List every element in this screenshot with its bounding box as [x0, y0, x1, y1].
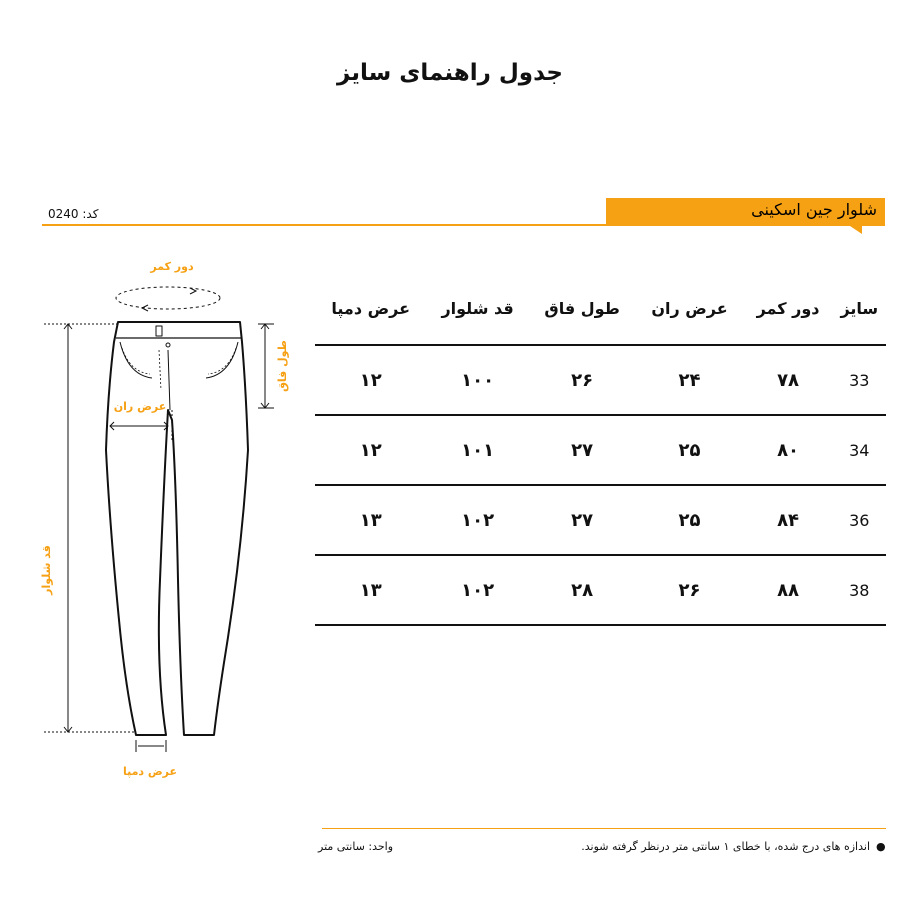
cell-size: 38	[833, 555, 886, 625]
table-row	[315, 345, 886, 415]
length-measure-icon	[44, 324, 134, 732]
cell-hem: ۱۲	[315, 345, 426, 415]
header-rise: طول فاق	[529, 272, 636, 345]
cell-waist: ۸۰	[744, 415, 833, 485]
cell-rise: ۲۷	[529, 485, 636, 555]
header-size: سایز	[833, 272, 886, 345]
product-name-tab: شلوار جین اسکینی	[606, 198, 885, 226]
header-length: قد شلوار	[426, 272, 528, 345]
thigh-measure-icon	[110, 410, 172, 440]
stitching	[122, 348, 236, 390]
cell-waist: ۷۸	[744, 345, 833, 415]
cell-thigh: ۲۶	[635, 555, 743, 625]
footer-divider	[322, 828, 886, 829]
cell-waist: ۸۴	[744, 485, 833, 555]
page-title: جدول راهنمای سایز	[337, 60, 563, 86]
length-label: قد شلوار	[40, 545, 53, 595]
cell-hem: ۱۲	[315, 415, 426, 485]
cell-rise: ۲۶	[529, 345, 636, 415]
cell-thigh: ۲۴	[635, 345, 743, 415]
product-code: کد: 0240	[48, 207, 99, 221]
cell-rise: ۲۸	[529, 555, 636, 625]
size-table	[315, 272, 886, 626]
cell-length: ۱۰۲	[426, 555, 528, 625]
hem-label: عرض دمپا	[122, 765, 178, 778]
rise-measure-icon	[258, 324, 274, 408]
cell-length: ۱۰۲	[426, 485, 528, 555]
cell-waist: ۸۸	[744, 555, 833, 625]
cell-size: 33	[833, 345, 886, 415]
cell-length: ۱۰۱	[426, 415, 528, 485]
bullet-icon: ●	[876, 840, 886, 853]
hem-measure-icon	[136, 740, 166, 752]
cell-size: 34	[833, 415, 886, 485]
pants-diagram	[30, 250, 289, 790]
table-row	[315, 415, 886, 485]
table-header-row	[315, 272, 886, 345]
cell-rise: ۲۷	[529, 415, 636, 485]
header-hem: عرض دمپا	[315, 272, 426, 345]
cell-thigh: ۲۵	[635, 415, 743, 485]
waist-measure-icon	[116, 287, 220, 311]
cell-length: ۱۰۰	[426, 345, 528, 415]
waist-label: دور کمر	[150, 260, 194, 273]
unit-label: واحد: سانتی متر	[318, 840, 394, 853]
tolerance-note: اندازه های درج شده، با خطای ۱ سانتی متر درنظر گرفته شوند.	[581, 840, 870, 853]
header-thigh: عرض ران	[635, 272, 743, 345]
table-row	[315, 555, 886, 625]
cell-thigh: ۲۵	[635, 485, 743, 555]
cell-hem: ۱۳	[315, 555, 426, 625]
cell-size: 36	[833, 485, 886, 555]
thigh-label: عرض ران	[113, 400, 167, 413]
pants-outline	[106, 322, 248, 735]
cell-hem: ۱۳	[315, 485, 426, 555]
table-row	[315, 485, 886, 555]
tab-notch	[850, 226, 862, 234]
header-waist: دور کمر	[744, 272, 833, 345]
rise-label: طول فاق	[276, 340, 289, 392]
